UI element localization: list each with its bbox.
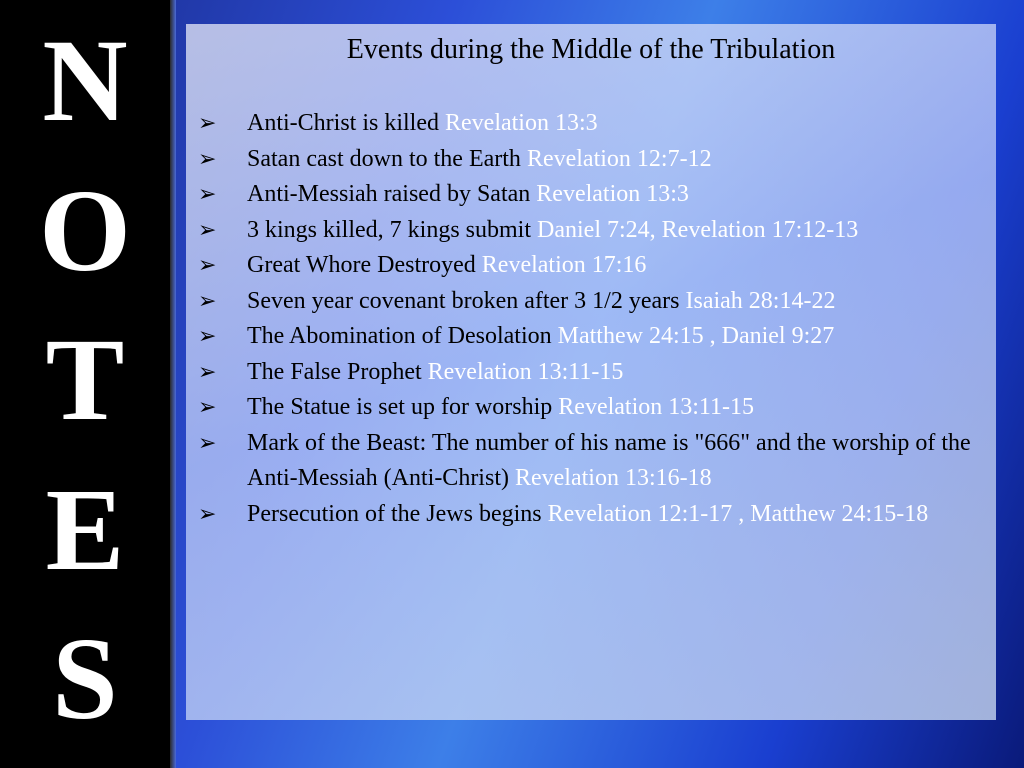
arrow-bullet-icon: ➢: [198, 217, 217, 243]
list-item: [198, 142, 988, 178]
event-text: Anti-Christ is killed: [247, 110, 445, 136]
event-text: The False Prophet: [247, 358, 428, 385]
scripture-reference: Revelation 17:16: [481, 252, 647, 278]
notes-letter-n: N: [42, 15, 128, 146]
list-item: [198, 355, 988, 391]
notes-letter-t: T: [45, 314, 125, 445]
sidebar-divider: [170, 0, 176, 768]
scripture-reference: Revelation 12:7-12: [526, 145, 712, 172]
event-text: Great Whore Destroyed: [247, 252, 482, 278]
arrow-bullet-icon: ➢: [198, 430, 217, 456]
notes-letter-e: E: [45, 463, 125, 595]
event-list: [198, 106, 988, 532]
notes-letter-s: S: [52, 613, 118, 744]
list-item: [198, 213, 988, 249]
scripture-reference: Revelation 13:11-15: [427, 358, 624, 385]
arrow-bullet-icon: ➢: [198, 501, 217, 527]
list-item: [198, 497, 988, 533]
arrow-bullet-icon: ➢: [198, 324, 217, 349]
notes-sidebar: [0, 0, 170, 768]
event-text: Seven year covenant broken after 3 1/2 years: [247, 287, 686, 314]
scripture-reference: Revelation 13:3: [445, 110, 598, 136]
event-text: The Statue is set up for worship: [247, 394, 559, 420]
scripture-reference: Revelation 12:1-17 , Matthew 24:15-18: [547, 500, 929, 527]
event-text: Anti-Messiah raised by Satan: [247, 181, 537, 207]
arrow-bullet-icon: ➢: [198, 395, 217, 420]
scripture-reference: Isaiah 28:14-22: [685, 287, 836, 314]
arrow-bullet-icon: ➢: [198, 182, 217, 207]
scripture-reference: Revelation 13:11-15: [558, 394, 755, 420]
arrow-bullet-icon: ➢: [198, 146, 217, 172]
list-item: [198, 284, 988, 320]
content-panel: [186, 24, 996, 720]
event-text: The Abomination of Desolation: [247, 323, 558, 349]
arrow-bullet-icon: ➢: [198, 111, 217, 136]
list-item: [198, 319, 988, 355]
event-text: 3 kings killed, 7 kings submit: [247, 216, 538, 243]
arrow-bullet-icon: ➢: [198, 253, 217, 278]
list-item: [198, 426, 988, 497]
arrow-bullet-icon: ➢: [198, 359, 217, 385]
scripture-reference: Matthew 24:15 , Daniel 9:27: [557, 323, 835, 349]
arrow-bullet-icon: ➢: [198, 288, 217, 314]
scripture-reference: Daniel 7:24, Revelation 17:12-13: [537, 216, 859, 243]
slide-title: Events during the Middle of the Tribulation: [346, 34, 836, 65]
event-text: Mark of the Beast: The number of his name is "666" and the worship of the Anti-Messiah (Anti-Christ): [247, 429, 971, 491]
list-item: [198, 106, 988, 142]
event-text: Satan cast down to the Earth: [247, 145, 527, 172]
list-item: [198, 390, 988, 426]
scripture-reference: Revelation 13:16-18: [514, 465, 712, 491]
event-text: Persecution of the Jews begins: [247, 500, 548, 527]
scripture-reference: Revelation 13:3: [536, 181, 689, 207]
notes-letter-o: O: [39, 164, 131, 296]
list-item: [198, 248, 988, 284]
list-item: [198, 177, 988, 213]
